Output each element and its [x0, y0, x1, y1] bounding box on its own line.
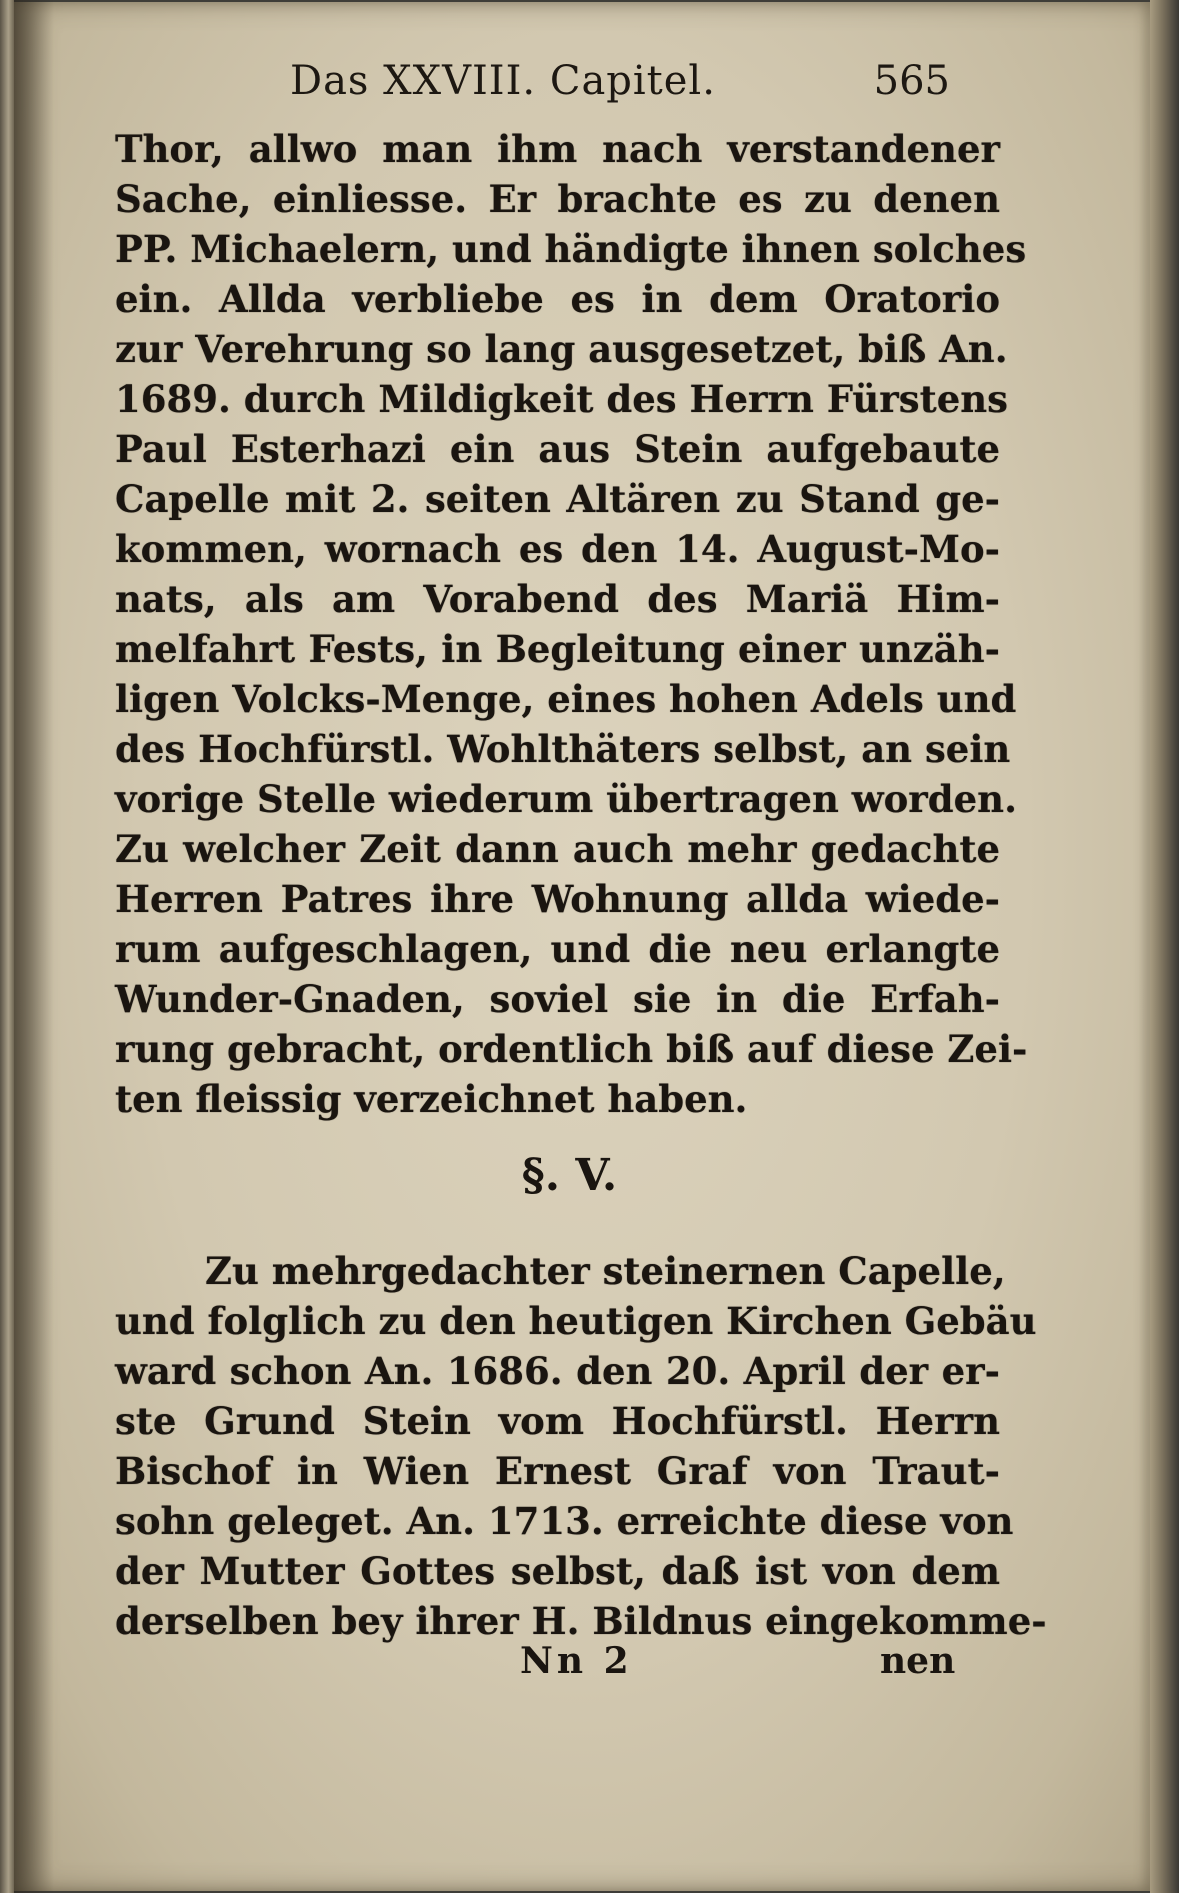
text-line: nats, als am Vorabend des Mariä Him- [115, 577, 1000, 621]
section-heading [0, 1150, 1179, 1201]
text-line: rung gebracht, ordentlich biß auf diese Zei- [115, 1027, 1028, 1071]
catchword: nen [880, 1640, 956, 1682]
page-number: 565 [873, 58, 950, 104]
text-line: Thor, allwo man ihm nach verstandener [115, 127, 1000, 171]
text-line: melfahrt Fests, in Begleitung einer unzäh- [115, 627, 1000, 671]
text-line: rum aufgeschlagen, und die neu erlangte [115, 927, 1000, 971]
previous-page-edge [0, 0, 14, 1893]
text-line: 1689. durch Mildigkeit des Herrn Fürstens [115, 377, 1008, 421]
text-line: Zu welcher Zeit dann auch mehr gedachte [115, 827, 1000, 871]
signature-mark: Nn 2 [520, 1640, 633, 1682]
chapter-title: Das XXVIII. Capitel. [290, 58, 716, 104]
text-line: des Hochfürstl. Wohlthäters selbst, an sein [115, 727, 1011, 771]
text-line: ste Grund Stein vom Hochfürstl. Herrn [115, 1399, 1000, 1443]
text-line: Herren Patres ihre Wohnung allda wiede- [115, 877, 1000, 921]
text-line: ten fleissig verzeichnet haben. [115, 1077, 748, 1121]
text-line: Capelle mit 2. seiten Altären zu Stand ge- [115, 477, 1000, 521]
text-line: ward schon An. 1686. den 20. April der er- [115, 1349, 1000, 1393]
text-line: PP. Michaelern, und händigte ihnen solches [115, 227, 1027, 271]
text-line: Paul Esterhazi ein aus Stein aufgebaute [115, 427, 1000, 471]
text-line: Sache, einliesse. Er brachte es zu denen [115, 177, 1000, 221]
gutter-shadow [14, 0, 54, 1893]
paragraph-2 [115, 1246, 1047, 1646]
section-heading-label: §. V. [521, 1150, 618, 1201]
text-line: der Mutter Gottes selbst, daß ist von dem [115, 1549, 1000, 1593]
running-header [290, 58, 950, 108]
text-line: ligen Volcks-Menge, eines hohen Adels und [115, 677, 1017, 721]
text-line: ein. Allda verbliebe es in dem Oratorio [115, 277, 1000, 321]
text-line: zur Verehrung so lang ausgesetzet, biß An. [115, 327, 1008, 371]
text-line: Zu mehrgedachter steinernen Capelle, [205, 1249, 1006, 1293]
paragraph-1 [115, 124, 1028, 1124]
text-line: sohn geleget. An. 1713. erreichte diese von [115, 1499, 1014, 1543]
text-line: und folglich zu den heutigen Kirchen Gebäu [115, 1299, 1037, 1343]
text-line: Wunder-Gnaden, soviel sie in die Erfah- [115, 977, 1000, 1021]
text-line: Bischof in Wien Ernest Graf von Traut- [115, 1449, 1000, 1493]
text-line: derselben bey ihrer H. Bildnus eingekomme- [115, 1599, 1047, 1643]
text-line: kommen, wornach es den 14. August-Mo- [115, 527, 1000, 571]
text-line: vorige Stelle wiederum übertragen worden. [115, 777, 1017, 821]
page-fore-edge [1150, 0, 1179, 1893]
